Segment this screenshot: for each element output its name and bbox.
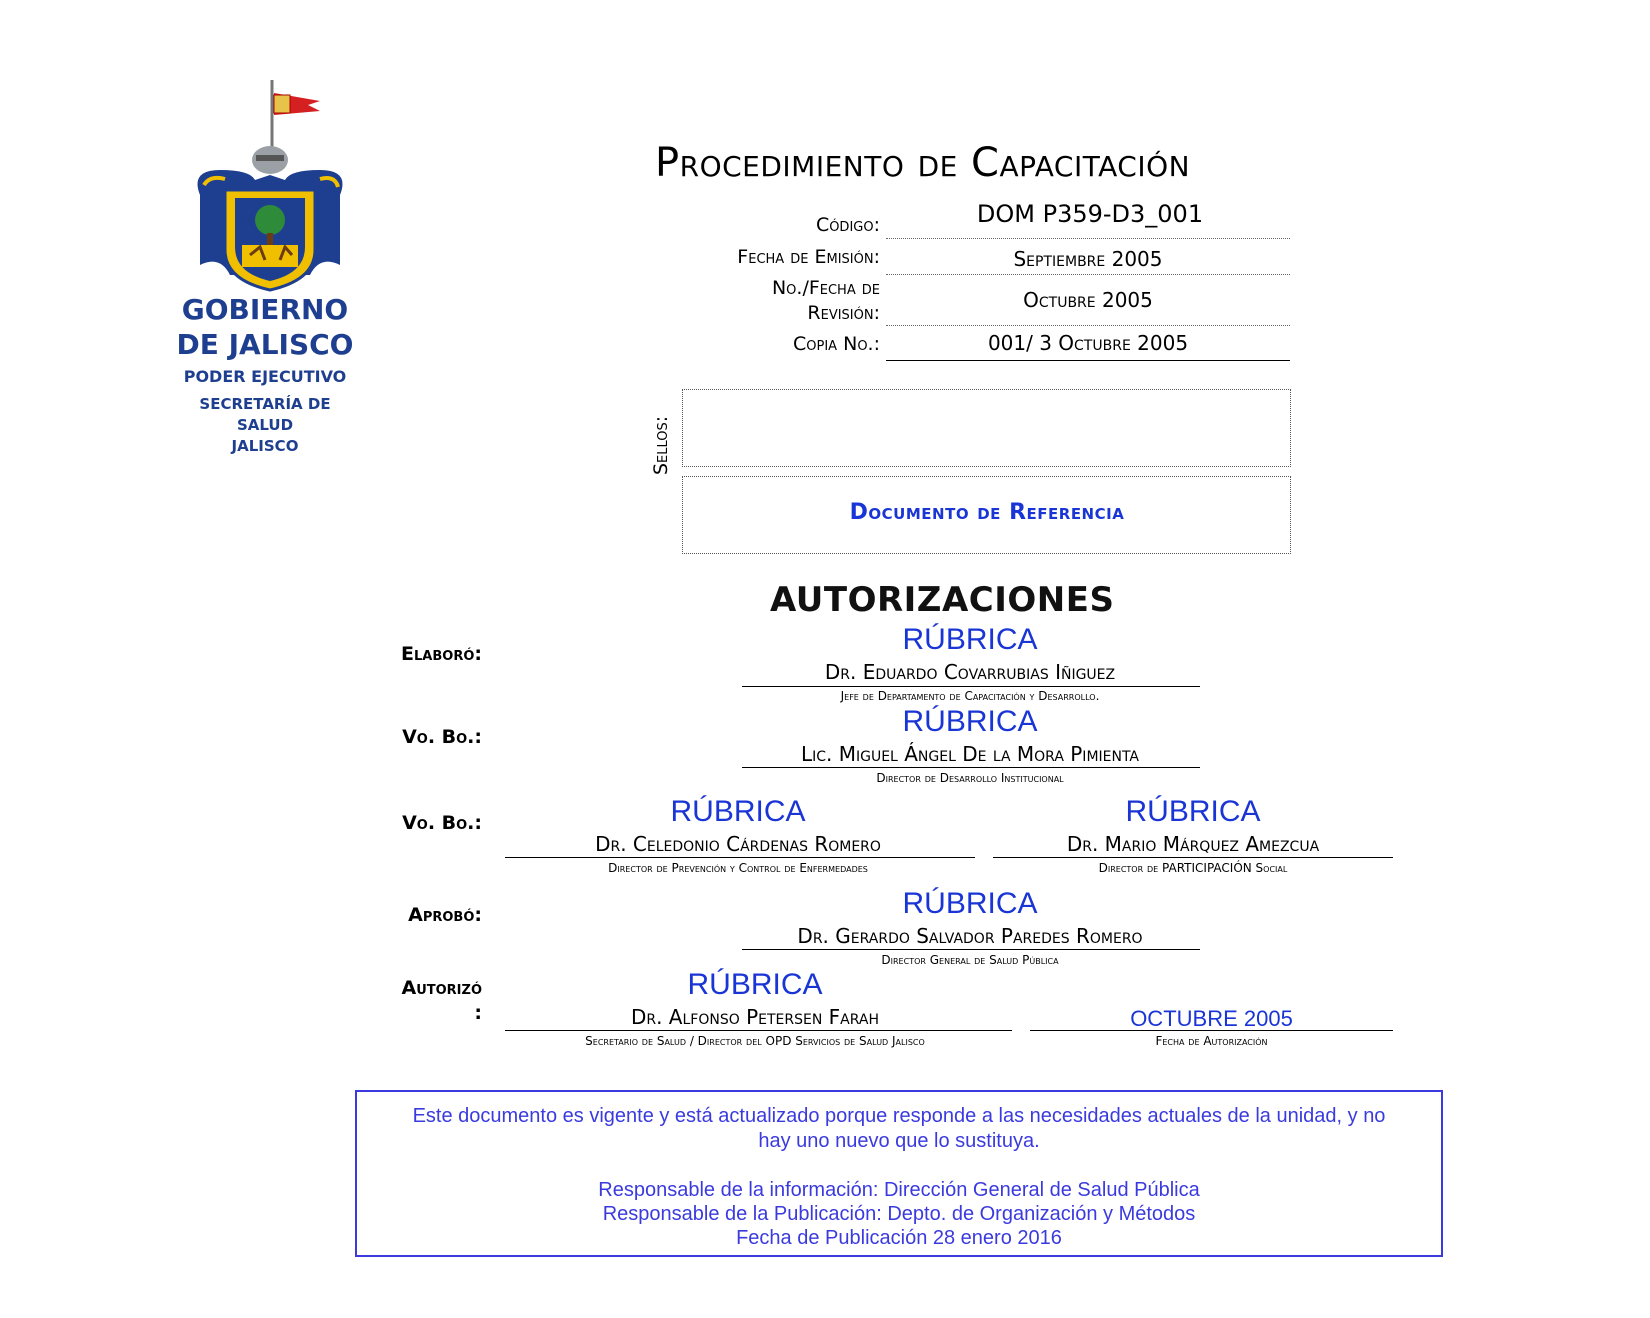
autorizo-position: Secretario de Salud / Director del OPD Servicios de Salud Jalisco bbox=[585, 1034, 925, 1048]
emision-value: Septiembre 2005 bbox=[1013, 247, 1163, 271]
revision-label-2: Revisión: bbox=[807, 302, 880, 324]
logo-line-5: SALUD bbox=[236, 416, 294, 434]
revision-label-1: No./Fecha de bbox=[771, 277, 880, 299]
vobo1-label: Vo. Bo.: bbox=[402, 726, 482, 748]
autorizo-rubrica: RÚBRICA bbox=[687, 968, 823, 1001]
autorizo-signature-line bbox=[505, 1030, 1012, 1031]
vobo2-left-name: Dr. Celedonio Cárdenas Romero bbox=[595, 832, 881, 856]
sellos-label: Sellos: bbox=[650, 415, 672, 475]
elaboro-position: Jefe de Departamento de Capacitación y Desarrollo. bbox=[840, 689, 1100, 703]
note-line-3: Responsable de la información: Dirección General de Salud Pública bbox=[598, 1179, 1200, 1201]
vobo1-position: Director de Desarrollo Institucional bbox=[876, 771, 1064, 785]
reference-document-label: Documento de Referencia bbox=[849, 500, 1125, 525]
coat-of-arms-logo bbox=[180, 75, 360, 305]
revision-value: Octubre 2005 bbox=[1023, 288, 1153, 312]
emision-label: Fecha de Emisión: bbox=[737, 246, 880, 268]
vobo2-right-position: Director de PARTICIPACIÓN Social bbox=[1098, 861, 1288, 875]
vobo1-name: Lic. Miguel Ángel De la Mora Pimienta bbox=[800, 742, 1140, 766]
autorizo-date-label: Fecha de Autorización bbox=[1155, 1034, 1268, 1048]
validity-note-box bbox=[355, 1090, 1443, 1257]
logo-line-3: PODER EJECUTIVO bbox=[183, 367, 347, 386]
revision-underline bbox=[886, 325, 1290, 326]
document-title: Procedimiento de Capacitación bbox=[655, 140, 1191, 186]
autorizo-label-colon: : bbox=[474, 1002, 482, 1024]
sellos-box-top bbox=[682, 389, 1291, 467]
elaboro-rubrica: RÚBRICA bbox=[902, 623, 1038, 656]
vobo2-left-rubrica: RÚBRICA bbox=[670, 795, 806, 828]
aprobo-label: Aprobó: bbox=[408, 904, 482, 926]
vobo1-rubrica: RÚBRICA bbox=[902, 705, 1038, 738]
codigo-underline bbox=[886, 238, 1290, 239]
copia-value: 001/ 3 Octubre 2005 bbox=[987, 331, 1189, 355]
codigo-value: DOM P359-D3_001 bbox=[976, 200, 1204, 228]
emision-underline bbox=[886, 274, 1290, 275]
autorizo-label: Autorizó bbox=[401, 977, 482, 999]
aprobo-position: Director General de Salud Pública bbox=[881, 953, 1059, 967]
aprobo-rubrica: RÚBRICA bbox=[902, 887, 1038, 920]
logo-line-6: JALISCO bbox=[231, 437, 299, 455]
note-line-4: Responsable de la Publicación: Depto. de Organización y Métodos bbox=[602, 1203, 1196, 1225]
codigo-label: Código: bbox=[815, 214, 880, 236]
vobo2-right-name: Dr. Mario Márquez Amezcua bbox=[1066, 832, 1320, 856]
aprobo-name: Dr. Gerardo Salvador Paredes Romero bbox=[797, 924, 1143, 948]
note-line-2: hay uno nuevo que lo sustituya. bbox=[758, 1130, 1040, 1152]
authorizations-title: AUTORIZACIONES bbox=[770, 580, 1115, 620]
autorizo-date-line bbox=[1030, 1030, 1393, 1031]
vobo2-right-rubrica: RÚBRICA bbox=[1125, 795, 1261, 828]
logo-line-2: DE JALISCO bbox=[176, 328, 354, 361]
autorizo-date: OCTUBRE 2005 bbox=[1130, 1006, 1293, 1031]
elaboro-signature-line bbox=[742, 686, 1200, 687]
vobo2-right-signature-line bbox=[993, 857, 1393, 858]
note-line-5: Fecha de Publicación 28 enero 2016 bbox=[736, 1227, 1062, 1249]
elaboro-name: Dr. Eduardo Covarrubias Iñiguez bbox=[824, 660, 1116, 684]
vobo2-label: Vo. Bo.: bbox=[402, 812, 482, 834]
note-line-1: Este documento es vigente y está actualizado porque responde a las necesidades actuales de la unidad, y no bbox=[412, 1105, 1386, 1127]
copia-underline bbox=[886, 360, 1290, 361]
elaboro-label: Elaboró: bbox=[401, 643, 482, 665]
logo-line-4: SECRETARÍA DE bbox=[199, 395, 331, 413]
copia-label: Copia No.: bbox=[793, 333, 880, 355]
aprobo-signature-line bbox=[742, 949, 1200, 950]
vobo1-signature-line bbox=[742, 767, 1200, 768]
vobo2-left-signature-line bbox=[505, 857, 975, 858]
vobo2-left-position: Director de Prevención y Control de Enfermedades bbox=[608, 861, 868, 875]
logo-line-1: GOBIERNO bbox=[181, 293, 349, 326]
autorizo-name: Dr. Alfonso Petersen Farah bbox=[630, 1005, 880, 1029]
